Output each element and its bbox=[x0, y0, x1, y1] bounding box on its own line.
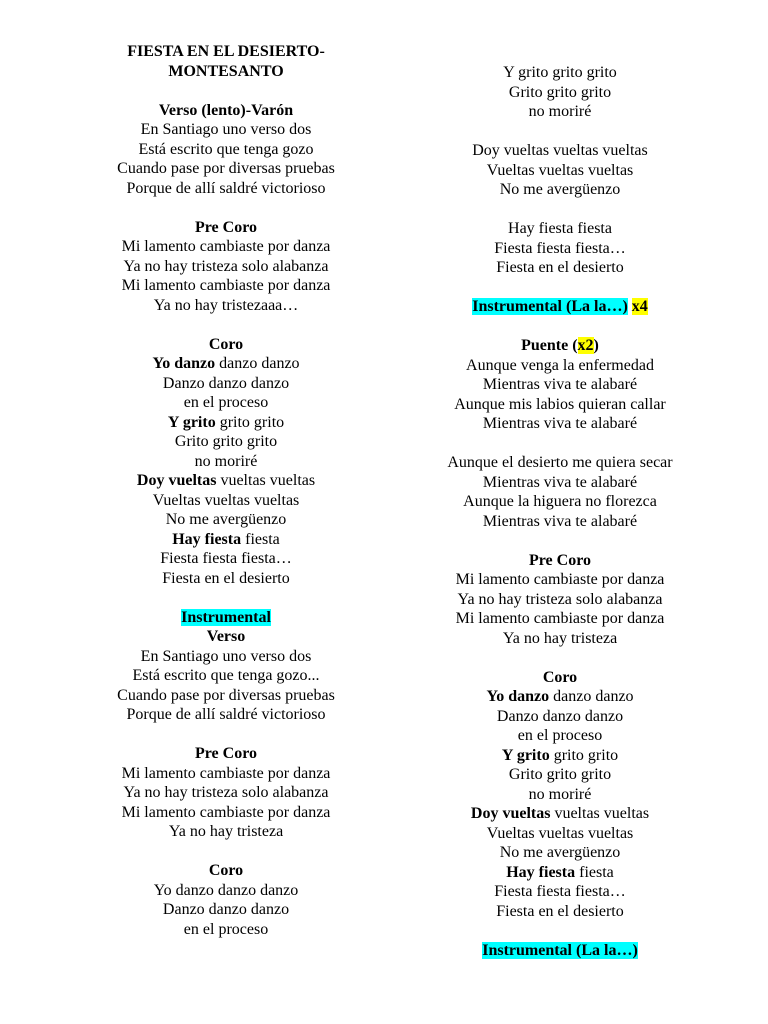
lyric-line: No me avergüenzo bbox=[499, 181, 621, 198]
lyric-line: Cuando pase por diversas pruebas bbox=[117, 686, 335, 704]
lyric-line bbox=[76, 471, 376, 491]
lyric-line: Vueltas vueltas vueltas bbox=[152, 491, 300, 509]
lyric-line: Danzo danzo danzo bbox=[162, 901, 290, 918]
left-column bbox=[76, 42, 376, 939]
spacer bbox=[410, 434, 710, 454]
highlighted-text: Instrumental bbox=[181, 608, 271, 626]
lyric-line: Y grito grito grito bbox=[503, 64, 617, 81]
lyric-line: Aunque el desierto me quiera secar bbox=[447, 454, 673, 471]
lyric-rest: grito grito bbox=[215, 413, 285, 431]
lyric-line: En Santiago uno verso dos bbox=[140, 647, 312, 665]
spacer bbox=[76, 842, 376, 862]
lyric-line bbox=[410, 804, 710, 824]
lyric-line: Ya no hay tristeza bbox=[502, 629, 618, 647]
lyric-line: Fiesta en el desierto bbox=[496, 902, 624, 920]
lyric-bold: Y grito bbox=[167, 413, 216, 431]
lyric-line: Aunque la higuera no florezca bbox=[463, 493, 657, 510]
spacer bbox=[76, 81, 376, 101]
lyric-line: Mientras viva te alabaré bbox=[482, 376, 638, 393]
spacer bbox=[76, 725, 376, 745]
lyric-bold: Hay fiesta bbox=[172, 530, 242, 548]
lyric-line: Cuando pase por diversas pruebas bbox=[117, 160, 335, 177]
lyric-line: Aunque venga la enfermedad bbox=[466, 356, 654, 374]
spacer bbox=[410, 122, 710, 142]
lyric-line: Fiesta fiesta fiesta… bbox=[160, 550, 292, 567]
lyric-line: Hay fiesta fiesta bbox=[508, 220, 612, 237]
lyric-line: no moriré bbox=[194, 452, 258, 470]
lyric-line bbox=[76, 530, 376, 550]
lyric-line: Aunque mis labios quieran callar bbox=[454, 395, 666, 413]
lyric-rest: vueltas vueltas bbox=[216, 472, 316, 489]
lyric-line: Mientras viva te alabaré bbox=[482, 415, 638, 432]
puente-label: Puente ( bbox=[521, 337, 578, 354]
lyric-bold: Yo danzo bbox=[152, 355, 216, 372]
section-heading-instrumental bbox=[76, 608, 376, 628]
lyric-line: Porque de allí saldré victorioso bbox=[126, 179, 326, 197]
lyric-line: Mi lamento cambiaste por danza bbox=[121, 277, 331, 294]
spacer bbox=[410, 317, 710, 337]
lyric-line: En Santiago uno verso dos bbox=[140, 121, 312, 138]
spacer bbox=[410, 531, 710, 551]
lyric-line: Fiesta fiesta fiesta… bbox=[494, 239, 626, 257]
highlighted-text: Instrumental (La la…) bbox=[482, 941, 638, 959]
spacer bbox=[76, 588, 376, 608]
highlighted-text: Instrumental (La la…) bbox=[472, 298, 628, 315]
lyric-line: Mientras viva te alabaré bbox=[482, 512, 638, 530]
repeat-count: x4 bbox=[631, 298, 648, 315]
lyric-line: en el proceso bbox=[517, 727, 603, 744]
lyric-line: Mi lamento cambiaste por danza bbox=[121, 238, 331, 255]
section-heading-puente bbox=[410, 336, 710, 356]
spacer bbox=[76, 315, 376, 335]
lyric-line bbox=[76, 354, 376, 374]
lyric-line: Yo danzo danzo danzo bbox=[153, 881, 299, 899]
lyric-line bbox=[410, 746, 710, 766]
section-heading-verso: Verso bbox=[206, 628, 246, 645]
lyric-line: Ya no hay tristeza solo alabanza bbox=[123, 257, 329, 275]
section-heading-instrumental-la-la bbox=[410, 941, 710, 961]
lyric-rest: fiesta bbox=[575, 863, 614, 881]
lyric-bold: Hay fiesta bbox=[506, 863, 576, 881]
lyric-line: Fiesta en el desierto bbox=[162, 569, 290, 587]
lyric-rest: danzo danzo bbox=[549, 688, 634, 705]
lyric-line: Vueltas vueltas vueltas bbox=[486, 161, 634, 179]
section-heading-verso-lento: Verso (lento)-Varón bbox=[158, 101, 294, 119]
right-column bbox=[410, 63, 710, 960]
section-heading-pre-coro: Pre Coro bbox=[194, 218, 258, 236]
lyric-line: no moriré bbox=[528, 785, 592, 803]
lyric-line: No me avergüenzo bbox=[165, 511, 287, 528]
lyric-line: Ya no hay tristeza solo alabanza bbox=[457, 590, 663, 608]
section-heading-coro: Coro bbox=[542, 668, 578, 686]
lyric-line: Porque de allí saldré victorioso bbox=[126, 706, 326, 723]
lyric-line: Vueltas vueltas vueltas bbox=[486, 824, 634, 842]
lyric-line: no moriré bbox=[528, 103, 592, 120]
spacer bbox=[410, 200, 710, 220]
spacer bbox=[76, 198, 376, 218]
spacer bbox=[410, 921, 710, 941]
lyric-rest: fiesta bbox=[241, 530, 280, 548]
lyric-line: Mi lamento cambiaste por danza bbox=[121, 764, 331, 782]
lyric-line: Mi lamento cambiaste por danza bbox=[121, 803, 331, 821]
lyric-line: Danzo danzo danzo bbox=[496, 707, 624, 725]
lyric-bold: Doy vueltas bbox=[136, 472, 217, 489]
lyric-line: en el proceso bbox=[183, 920, 269, 938]
lyric-line: Grito grito grito bbox=[508, 83, 612, 101]
repeat-count: x2 bbox=[577, 337, 594, 354]
puente-close: ) bbox=[593, 337, 599, 354]
section-heading-pre-coro: Pre Coro bbox=[194, 745, 258, 762]
lyric-line: Grito grito grito bbox=[174, 433, 278, 450]
lyric-line bbox=[410, 863, 710, 883]
lyric-rest: grito grito bbox=[549, 746, 619, 764]
lyric-line: Danzo danzo danzo bbox=[162, 374, 290, 392]
lyric-line: Doy vueltas vueltas vueltas bbox=[472, 142, 648, 159]
lyric-line bbox=[76, 413, 376, 433]
lyric-line: Ya no hay tristeza solo alabanza bbox=[123, 784, 329, 801]
lyric-line: Mientras viva te alabaré bbox=[482, 473, 638, 491]
lyric-line bbox=[410, 687, 710, 707]
lyric-line: en el proceso bbox=[183, 394, 269, 411]
lyric-line: Está escrito que tenga gozo... bbox=[132, 667, 320, 684]
lyric-line: Mi lamento cambiaste por danza bbox=[455, 610, 665, 627]
lyric-bold: Y grito bbox=[501, 746, 550, 764]
lyric-line: Fiesta fiesta fiesta… bbox=[494, 883, 626, 900]
section-heading-instrumental-la-la bbox=[410, 297, 710, 317]
section-heading-coro: Coro bbox=[208, 862, 244, 879]
lyric-line: Ya no hay tristezaaa… bbox=[153, 296, 299, 314]
lyric-line: Grito grito grito bbox=[508, 766, 612, 783]
song-title-line-2: MONTESANTO bbox=[168, 62, 284, 80]
lyric-line: Está escrito que tenga gozo bbox=[138, 140, 314, 158]
section-heading-pre-coro: Pre Coro bbox=[528, 551, 592, 569]
spacer bbox=[410, 648, 710, 668]
lyric-line: No me avergüenzo bbox=[499, 844, 621, 861]
song-title-line-1: FIESTA EN EL DESIERTO- bbox=[127, 43, 325, 60]
section-heading-coro: Coro bbox=[208, 335, 244, 353]
lyric-rest: vueltas vueltas bbox=[550, 805, 650, 822]
lyric-line: Fiesta en el desierto bbox=[496, 259, 624, 276]
spacer bbox=[410, 278, 710, 298]
lyric-bold: Doy vueltas bbox=[470, 805, 551, 822]
lyric-bold: Yo danzo bbox=[486, 688, 550, 705]
lyric-line: Ya no hay tristeza bbox=[168, 823, 284, 840]
lyric-rest: danzo danzo bbox=[215, 355, 300, 372]
lyric-line: Mi lamento cambiaste por danza bbox=[455, 571, 665, 588]
